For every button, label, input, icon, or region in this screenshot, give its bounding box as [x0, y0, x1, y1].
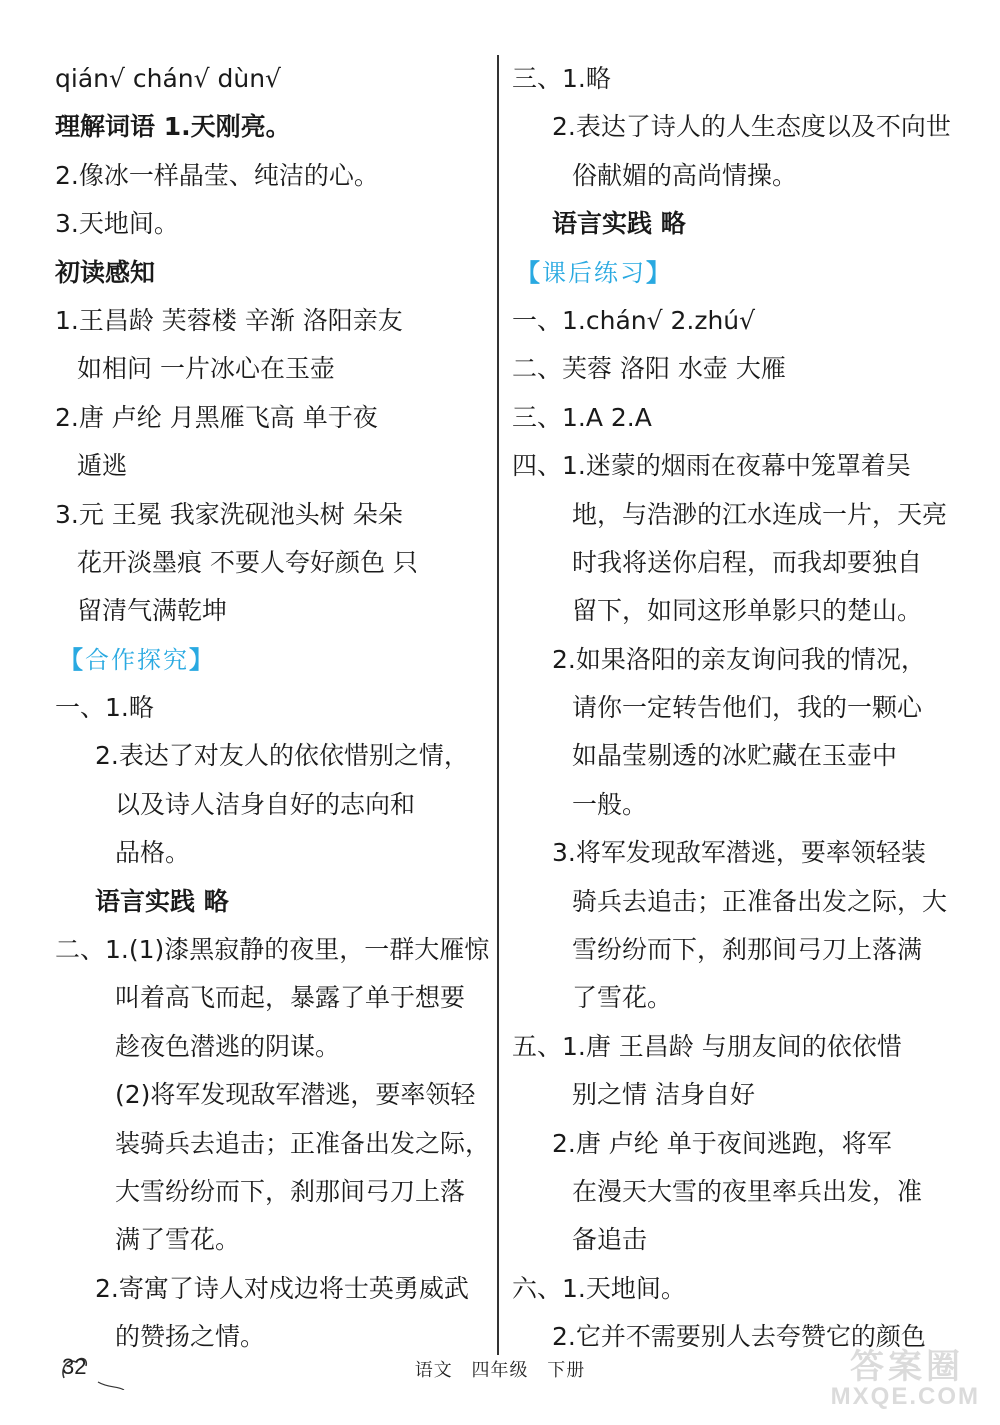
answer-line: 初读感知: [55, 257, 156, 287]
answer-line: 的赞扬之情。: [115, 1322, 266, 1352]
answer-line: 装骑兵去追击；正准备出发之际，: [115, 1128, 491, 1158]
watermark-text: 答案圈: [850, 1347, 964, 1387]
watermark-url: MXQE.COM: [830, 1383, 980, 1410]
answer-line: 二、1.(1)漆黑寂静的夜里，一群大雁惊: [55, 935, 490, 965]
answer-line: 2.表达了对友人的依依惜别之情，: [95, 741, 469, 771]
answer-line: 二、芙蓉 洛阳 水壶 大雁: [512, 354, 786, 384]
answer-line: 1.王昌龄 芙蓉楼 辛渐 洛阳亲友: [55, 305, 403, 335]
answer-line: 六、1.天地间。: [512, 1273, 686, 1303]
answer-line: qián√ chán√ dùn√: [55, 64, 281, 93]
answer-line: 3.将军发现敌军潜逃，要率领轻装: [552, 838, 926, 868]
answer-line: 2.它并不需要别人去夸赞它的颜色: [552, 1322, 926, 1352]
section-title: 【课后练习】: [516, 258, 672, 287]
answer-line: 如相问 一片冰心在玉壶: [77, 354, 335, 384]
answer-line: 花开淡墨痕 不要人夸好颜色 只: [77, 547, 418, 577]
section-label: 合作探究: [85, 645, 189, 674]
answer-line: 3.元 王冕 我家洗砚池头树 朵朵: [55, 499, 403, 529]
answer-line: 2.像冰一样晶莹、纯洁的心。: [55, 160, 379, 190]
answer-line: 请你一定转告他们，我的一颗心: [572, 693, 923, 723]
page-number: 32: [62, 1354, 87, 1379]
section-heading: [512, 249, 952, 297]
answer-line: 三、1.A 2.A: [512, 402, 652, 432]
column-divider: [497, 55, 499, 1355]
right-column: [512, 55, 952, 1362]
answer-line: 一、1.略: [55, 693, 154, 723]
answer-line: 如晶莹剔透的冰贮藏在玉壶中: [572, 741, 898, 771]
answer-line: 了雪花。: [572, 983, 673, 1013]
answer-line: 语言实践 略: [552, 209, 686, 239]
answer-line: 俗献媚的高尚情操。: [572, 160, 798, 190]
answer-line: 3.天地间。: [55, 209, 179, 239]
subject-label: 语文: [414, 1360, 453, 1381]
answer-line: 大雪纷纷而下，刹那间弓刀上落: [115, 1176, 466, 1206]
section-heading: [55, 636, 485, 684]
answer-line: 在漫天大雪的夜里率兵出发，准: [572, 1176, 923, 1206]
answer-line: 2.唐 卢纶 月黑雁飞高 单于夜: [55, 402, 378, 432]
answer-line: 2.唐 卢纶 单于夜间逃跑，将军: [552, 1128, 892, 1158]
answer-line: (2)将军发现敌军潜逃，要率领轻: [115, 1080, 476, 1110]
answer-line: 骑兵去追击；正准备出发之际，大: [572, 886, 948, 916]
answer-line: 遁逃: [77, 451, 128, 481]
answer-line: 满了雪花。: [115, 1225, 241, 1255]
answer-line: 雪纷纷而下，刹那间弓刀上落满: [572, 935, 923, 965]
answer-line: 时我将送你启程，而我却要独自: [572, 547, 923, 577]
grade-label: 四年级: [471, 1360, 529, 1381]
answer-line: 留清气满乾坤: [77, 596, 228, 626]
answer-line: 2.如果洛阳的亲友询问我的情况，: [552, 644, 926, 674]
answer-line: 2.表达了诗人的人生态度以及不向世: [552, 112, 951, 142]
left-column: [55, 55, 491, 1362]
answer-line: 留下，如同这形单影只的楚山。: [572, 596, 923, 626]
answer-line: 一、1.chán√ 2.zhú√: [512, 305, 756, 335]
answer-line: 理解词语 1.天刚亮。: [55, 112, 291, 142]
section-label: 课后练习: [542, 258, 646, 287]
watermark-logo: [804, 1335, 984, 1415]
volume-label: 下册: [547, 1360, 586, 1381]
answer-line: 语言实践 略: [95, 886, 229, 916]
answer-line: 别之情 洁身自好: [572, 1080, 755, 1110]
answer-line: 以及诗人洁身自好的志向和: [115, 789, 416, 819]
answer-line: 备追击: [572, 1225, 648, 1255]
answer-line: 品格。: [115, 838, 191, 868]
section-title: 【合作探究】: [59, 645, 215, 674]
answer-line: 四、1.迷蒙的烟雨在夜幕中笼罩着吴: [512, 451, 911, 481]
answer-line: 三、1.略: [512, 64, 611, 93]
answer-line: 趁夜色潜逃的阴谋。: [115, 1031, 341, 1061]
answer-line: 五、1.唐 王昌龄 与朋友间的依依惜: [512, 1031, 902, 1061]
answer-line: 2.寄寓了诗人对戍边将士英勇威武: [95, 1273, 469, 1303]
answer-line: 一般。: [572, 789, 648, 819]
answer-line: 地，与浩渺的江水连成一片，天亮: [572, 499, 948, 529]
answer-line: 叫着高飞而起，暴露了单于想要: [115, 983, 466, 1013]
